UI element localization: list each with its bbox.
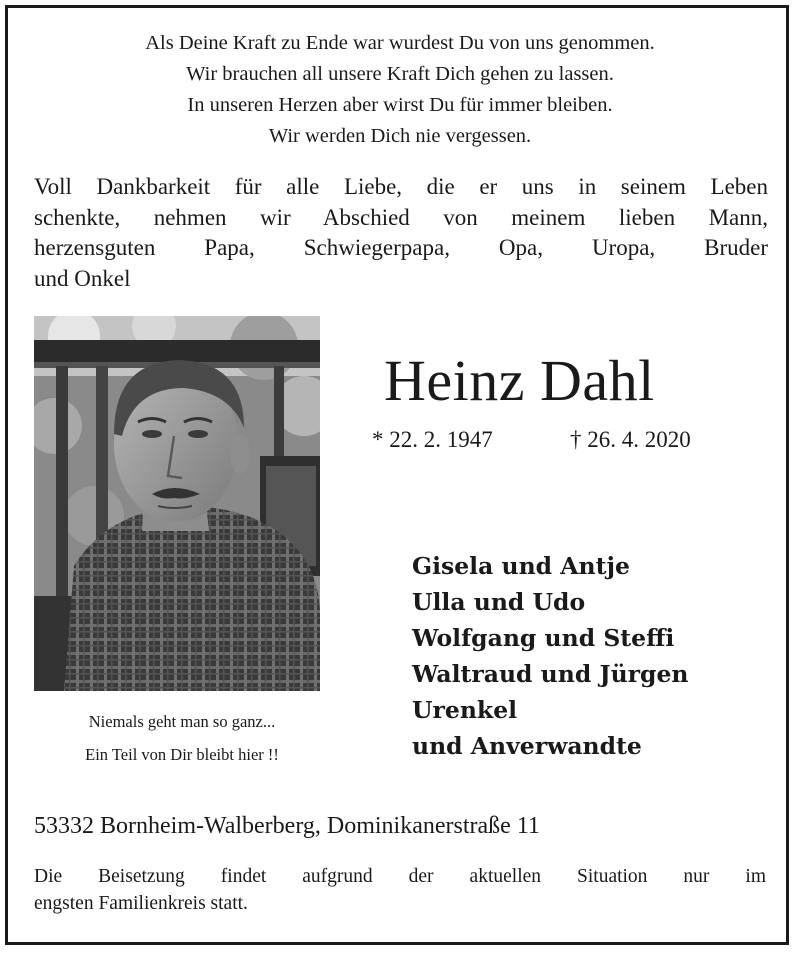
intro-line: und Onkel bbox=[34, 265, 131, 291]
mourner: Urenkel bbox=[412, 696, 518, 724]
mourner: und Anverwandte bbox=[412, 732, 642, 760]
mourner: Waltraud und Jürgen bbox=[412, 660, 689, 688]
portrait-photo bbox=[34, 316, 320, 691]
mourner: Gisela und Antje bbox=[412, 552, 630, 580]
mourners-list bbox=[412, 548, 689, 764]
birth-date: * 22. 2. 1947 bbox=[372, 427, 493, 452]
photo-caption bbox=[32, 705, 332, 771]
address: 53332 Bornheim-Walberberg, Dominikanerstraße 11 bbox=[34, 813, 540, 839]
caption-line: Niemals geht man so ganz... bbox=[88, 712, 276, 731]
caption-line: Ein Teil von Dir bleibt hier !! bbox=[85, 745, 279, 764]
poem-line: In unseren Herzen aber wirst Du für immer bleiben. bbox=[187, 94, 613, 116]
intro-line: Voll Dankbarkeit für alle Liebe, die er uns in seinem Leben bbox=[34, 174, 768, 199]
intro-line: schenkte, nehmen wir Abschied von meinem lieben Mann, bbox=[34, 204, 768, 230]
intro-line: herzensguten Papa, Schwiegerpapa, Opa, Uropa, Bruder bbox=[34, 235, 768, 260]
deceased-name: Heinz Dahl bbox=[384, 348, 655, 413]
death-date: † 26. 4. 2020 bbox=[570, 427, 691, 452]
footer-line: Die Beisetzung findet aufgrund der aktuellen Situation nur im bbox=[34, 866, 766, 887]
mourner: Ulla und Udo bbox=[412, 588, 586, 616]
intro-text bbox=[34, 172, 768, 294]
burial-notice bbox=[34, 863, 766, 917]
poem bbox=[10, 28, 790, 152]
footer-line: engsten Familienkreis statt. bbox=[34, 893, 248, 914]
life-dates bbox=[372, 422, 722, 458]
mourner: Wolfgang und Steffi bbox=[412, 624, 675, 652]
poem-line: Wir brauchen all unsere Kraft Dich gehen zu lassen. bbox=[186, 63, 614, 85]
portrait-illustration bbox=[34, 316, 320, 691]
poem-line: Wir werden Dich nie vergessen. bbox=[268, 125, 532, 147]
poem-line: Als Deine Kraft zu Ende war wurdest Du von uns genommen. bbox=[145, 32, 655, 54]
